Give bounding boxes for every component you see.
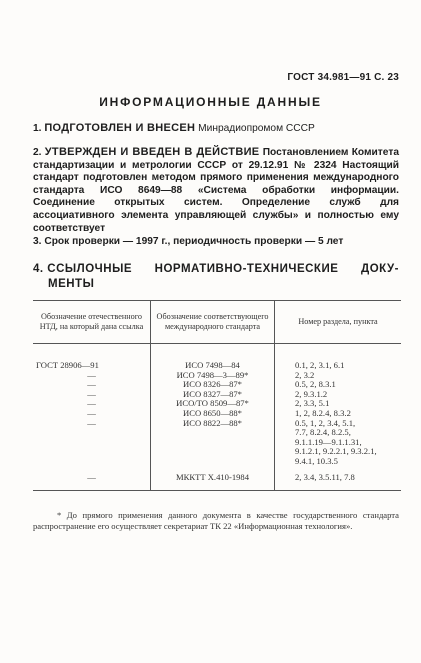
section-3 [33, 236, 399, 249]
section-4-word-3: ДОКУ- [361, 263, 399, 275]
section-2-heading: УТВЕРЖДЕН И ВВЕДЕН В ДЕЙСТВИЕ [44, 146, 260, 158]
section-2-text: Постановлением Комитета стандартизации и метрологии СССР от 29.12.91 № 2324 Настоящий стандарт подготовлен методом прямого применения международного стандарта ИСО 8649—88 «Система обработки информации. Соединение открытых систем. Определение служб для ассоциативного элемента управляющей службы» и полностью ему соответствует [33, 147, 399, 234]
table-cell: 0.1, 2, 3.1, 6.1 [275, 344, 402, 371]
table-cell: 2, 9.3.1.2 [275, 390, 402, 400]
section-4-word-1: ССЫЛОЧНЫЕ [47, 263, 132, 275]
table-cell [151, 457, 275, 467]
table-cell: 9.4.1, 10.3.5 [275, 457, 402, 467]
table-cell [33, 457, 151, 467]
table-cell: ИСО 8650—88* [151, 409, 275, 419]
table-row [33, 467, 401, 491]
table-header-international: Обозначение соответствующего международного стандарта [151, 301, 275, 344]
table-cell [151, 447, 275, 457]
section-1-text: Минрадиопромом СССР [198, 123, 315, 134]
table-cell: 0.5, 2, 8.3.1 [275, 380, 402, 390]
section-2-number: 2. [33, 147, 42, 158]
table-cell: ГОСТ 28906—91 [36, 360, 99, 370]
section-4 [33, 262, 399, 292]
section-1 [33, 122, 399, 136]
table-cell: 2, 3.2 [275, 371, 402, 381]
section-3-number: 3. [33, 236, 42, 247]
table-header-row [33, 301, 401, 344]
section-2 [33, 146, 399, 235]
table-cell: — [87, 417, 96, 428]
table-cell: — [87, 398, 96, 409]
table-cell: МККТТ Х.410-1984 [151, 467, 275, 491]
table-cell [151, 438, 275, 448]
table-cell: ИСО 8822—88* [151, 419, 275, 429]
table-cell: 9.1.2.1, 9.2.2.1, 9.3.2.1, [275, 447, 402, 457]
section-4-number: 4. [33, 263, 44, 275]
table-cell: 0.5, 1, 2, 3.4, 5.1, [275, 419, 402, 429]
table-cell [151, 428, 275, 438]
table-cell: — [87, 388, 96, 399]
table-cell: — [87, 369, 96, 380]
table-cell: — [87, 407, 96, 418]
table-cell: — [87, 471, 96, 482]
table-cell [33, 428, 151, 438]
table-header-national: Обозначение отечественного НТД, на который дана ссылка [33, 301, 151, 344]
table-cell: — [87, 379, 96, 390]
table-cell: 1, 2, 8.2.4, 8.3.2 [275, 409, 402, 419]
table-cell: 9.1.1.19—9.1.1.31, [275, 438, 402, 448]
table-cell: ИСО/ТО 8509—87* [151, 399, 275, 409]
table-row [33, 344, 401, 371]
table-bottom-rule [33, 490, 401, 491]
table-cell: ИСО 7498—84 [151, 344, 275, 371]
table-cell [33, 447, 151, 457]
table-cell: 2, 3.3, 5.1 [275, 399, 402, 409]
table-header-section: Номер раздела, пункта [275, 301, 402, 344]
table-cell: ИСО 7498—3—89* [151, 371, 275, 381]
page-title: ИНФОРМАЦИОННЫЕ ДАННЫЕ [99, 95, 322, 109]
table-row [33, 447, 401, 457]
footnote: * До прямого применения данного документа в качестве государственного стандарта распространение его осуществляет секретариат ТК 22 «Информационная технология». [33, 510, 399, 531]
page-header: ГОСТ 34.981—91 С. 23 [287, 72, 399, 83]
table-cell: ИСО 8326—87* [151, 380, 275, 390]
section-1-heading: ПОДГОТОВЛЕН И ВНЕСЕН [44, 122, 196, 134]
table-cell: 2, 3.4, 3.5.11, 7.8 [275, 467, 402, 491]
section-1-number: 1. [33, 123, 42, 134]
references-table [33, 300, 401, 490]
table-cell: 7.7, 8.2.4, 8.2.5, [275, 428, 402, 438]
section-4-word-2: НОРМАТИВНО-ТЕХНИЧЕСКИЕ [154, 263, 339, 275]
section-3-text: Срок проверки — 1997 г., периодичность проверки — 5 лет [44, 236, 344, 247]
table-cell [33, 438, 151, 448]
section-4-line-2: МЕНТЫ [48, 278, 95, 290]
table-cell: ИСО 8327—87* [151, 390, 275, 400]
table-row [33, 457, 401, 467]
